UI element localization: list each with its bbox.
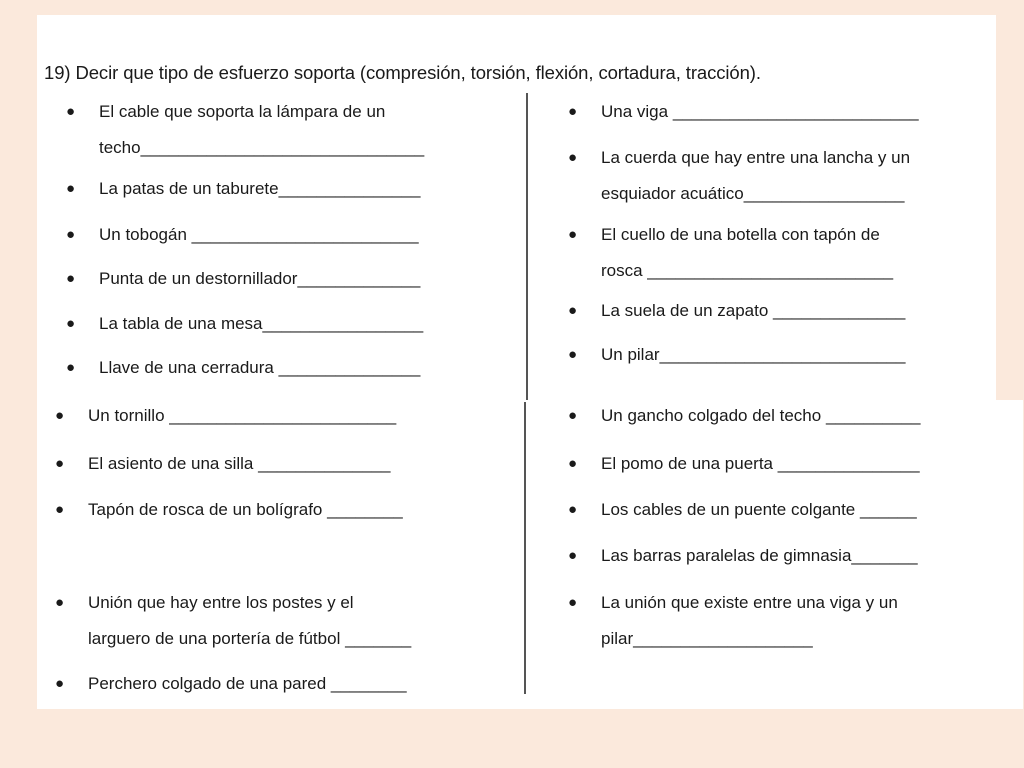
item-text: Los cables de un puente colgante ______ — [601, 500, 917, 519]
exercise-title: 19) Decir que tipo de esfuerzo soporta (compresión, torsión, flexión, cortadura, tracción). — [44, 62, 761, 83]
item-text: El pomo de una puerta _______________ — [601, 454, 920, 473]
list-item — [55, 398, 397, 434]
list-item — [568, 538, 918, 574]
item-text: El cuello de una botella con tapón de — [601, 225, 880, 244]
list-item — [568, 446, 920, 482]
bullet-icon: ● — [55, 455, 65, 472]
item-text: larguero de una portería de fútbol _______ — [88, 629, 412, 648]
item-text: El asiento de una silla ______________ — [88, 454, 391, 473]
bullet-icon: ● — [568, 501, 578, 518]
item-text: La tabla de una mesa_________________ — [99, 314, 424, 333]
item-text: Llave de una cerradura _______________ — [99, 358, 421, 377]
bullet-icon: ● — [568, 103, 578, 120]
list-item — [55, 585, 412, 657]
item-text: La suela de un zapato ______________ — [601, 301, 906, 320]
bullet-icon: ● — [568, 226, 578, 243]
list-item — [66, 350, 421, 386]
item-text: Punta de un destornillador_____________ — [99, 269, 421, 288]
item-text: esquiador acuático_________________ — [601, 184, 905, 203]
item-text: Tapón de rosca de un bolígrafo ________ — [88, 500, 403, 519]
list-item — [568, 585, 898, 657]
bullet-icon: ● — [66, 270, 76, 287]
item-text: El cable que soporta la lámpara de un — [99, 102, 386, 121]
item-text: techo______________________________ — [99, 138, 425, 157]
column-divider-bottom — [524, 402, 526, 694]
bullet-icon: ● — [66, 315, 76, 332]
list-item — [66, 261, 421, 297]
item-text: La unión que existe entre una viga y un — [601, 593, 898, 612]
list-item — [568, 398, 921, 434]
item-text: Una viga __________________________ — [601, 102, 919, 121]
column-divider-top — [526, 93, 528, 400]
item-text: La patas de un taburete_______________ — [99, 179, 421, 198]
bullet-icon: ● — [568, 149, 578, 166]
bullet-icon: ● — [55, 675, 65, 692]
item-text: Las barras paralelas de gimnasia_______ — [601, 546, 918, 565]
item-text: rosca __________________________ — [601, 261, 894, 280]
list-item — [55, 446, 391, 482]
bullet-icon: ● — [66, 359, 76, 376]
list-item — [568, 94, 919, 130]
list-item — [568, 140, 911, 212]
bullet-icon: ● — [66, 226, 76, 243]
bullet-icon: ● — [55, 594, 65, 611]
bullet-icon: ● — [568, 346, 578, 363]
bullet-icon: ● — [55, 501, 65, 518]
list-item — [66, 94, 425, 166]
bullet-icon: ● — [568, 594, 578, 611]
bullet-icon: ● — [568, 407, 578, 424]
list-item — [66, 306, 424, 342]
item-text: Unión que hay entre los postes y el — [88, 593, 354, 612]
item-text: Perchero colgado de una pared ________ — [88, 674, 407, 693]
bullet-icon: ● — [568, 455, 578, 472]
item-text: Un gancho colgado del techo __________ — [601, 406, 921, 425]
list-item — [66, 171, 421, 207]
bullet-icon: ● — [568, 302, 578, 319]
item-text: pilar___________________ — [601, 629, 813, 648]
list-item — [568, 337, 906, 373]
list-item — [55, 492, 403, 528]
item-text: Un tobogán ________________________ — [99, 225, 419, 244]
bullet-icon: ● — [55, 407, 65, 424]
list-item — [568, 293, 906, 329]
bullet-icon: ● — [568, 547, 578, 564]
item-text: Un tornillo ________________________ — [88, 406, 397, 425]
list-item — [568, 492, 917, 528]
bullet-icon: ● — [66, 180, 76, 197]
item-text: Un pilar__________________________ — [601, 345, 906, 364]
item-text: La cuerda que hay entre una lancha y un — [601, 148, 911, 167]
list-item — [568, 217, 894, 289]
list-item — [66, 217, 419, 253]
bullet-icon: ● — [66, 103, 76, 120]
list-item — [55, 666, 407, 702]
